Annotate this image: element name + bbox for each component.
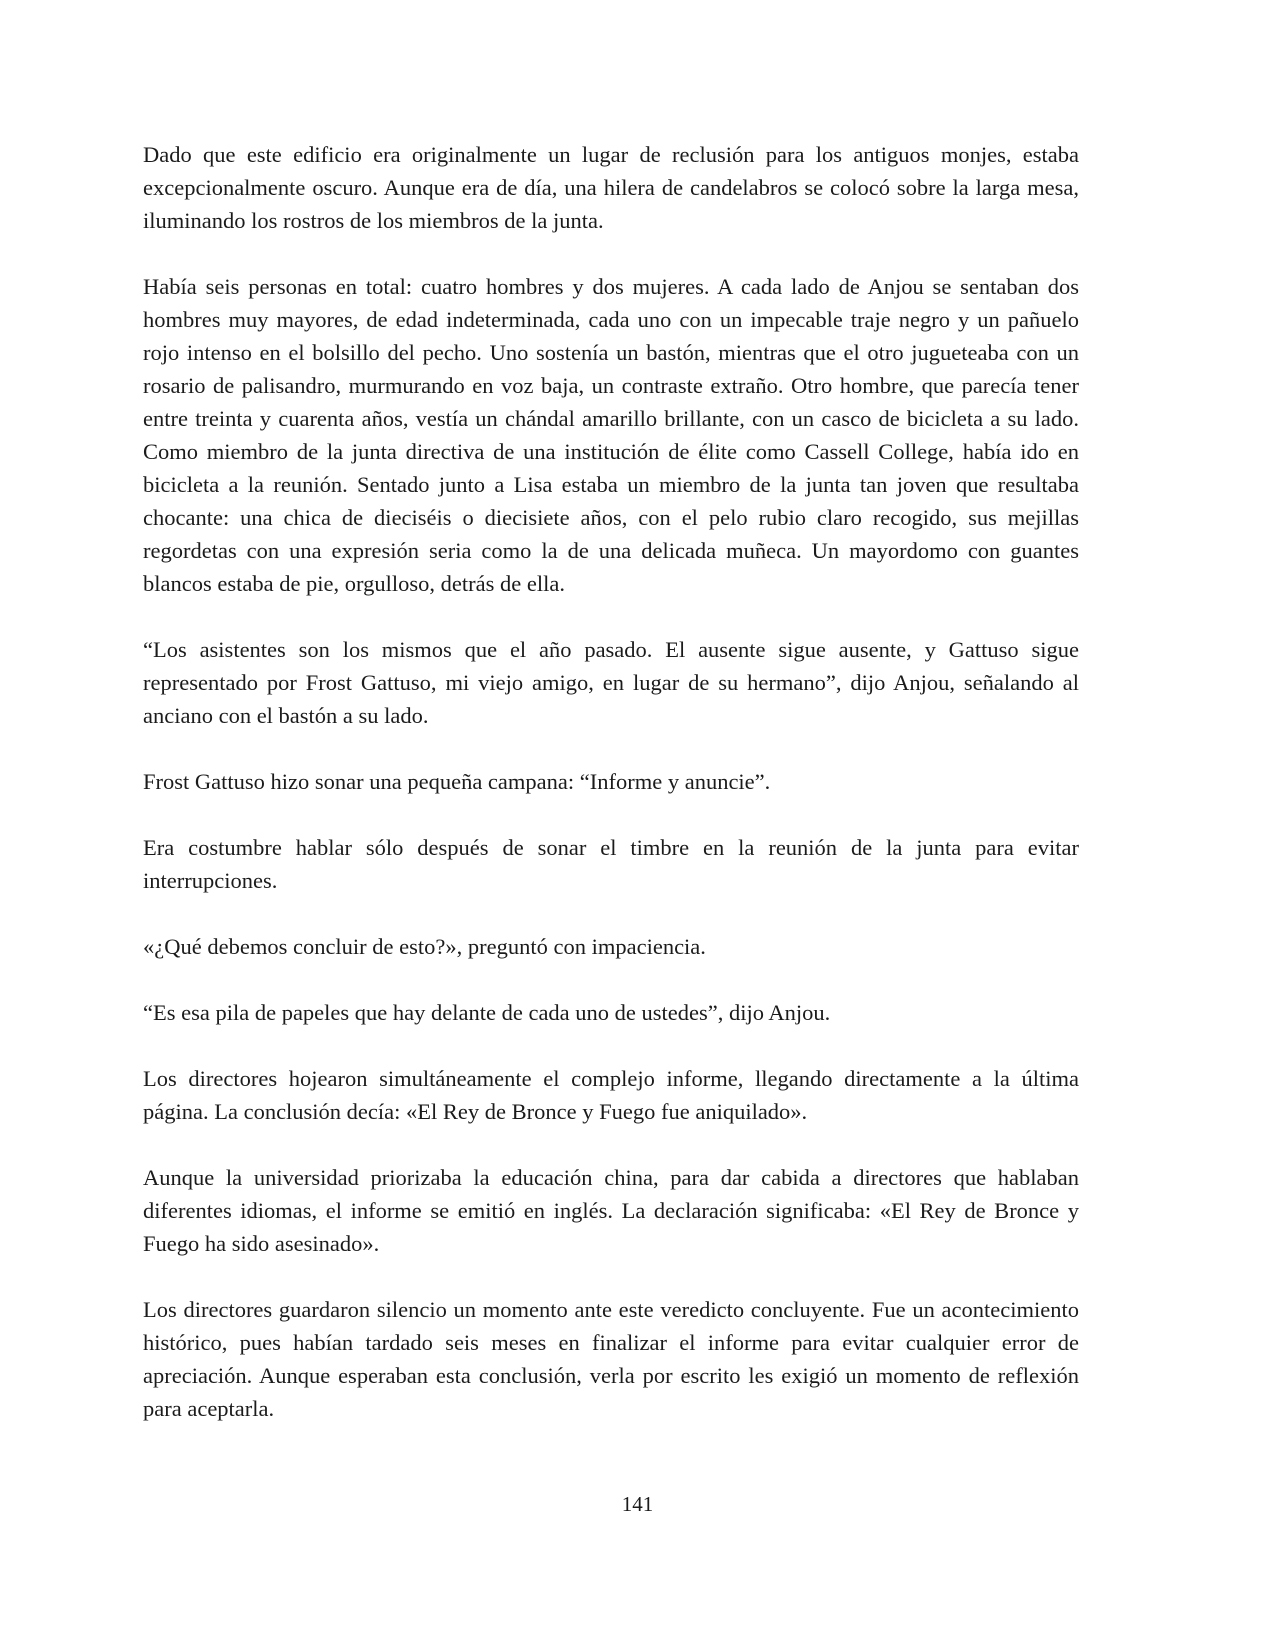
text-block xyxy=(143,138,1079,1458)
paragraph: «¿Qué debemos concluir de esto?», preguntó con impaciencia. xyxy=(143,934,706,959)
paragraph: Los directores guardaron silencio un momento ante este veredicto concluyente. Fue un acontecimiento histórico, pues habían tardado seis meses en finalizar el informe para evitar cualquier error de apreciación. Aunque esperaban esta conclusión, verla por escrito les exigió un momento de reflexión para aceptarla. xyxy=(143,1297,1079,1421)
paragraph: Aunque la universidad priorizaba la educación china, para dar cabida a directores que hablaban diferentes idiomas, el informe se emitió en inglés. La declaración significaba: «El Rey de Bronce y Fuego ha sido asesinado». xyxy=(143,1165,1079,1256)
paragraph: “Los asistentes son los mismos que el año pasado. El ausente sigue ausente, y Gattuso sigue representado por Frost Gattuso, mi viejo amigo, en lugar de su hermano”, dijo Anjou, señalando al anciano con el bastón a su lado. xyxy=(143,637,1079,728)
paragraph: Los directores hojearon simultáneamente el complejo informe, llegando directamente a la última página. La conclusión decía: «El Rey de Bronce y Fuego fue aniquilado». xyxy=(143,1066,1079,1124)
paragraph: Frost Gattuso hizo sonar una pequeña campana: “Informe y anuncie”. xyxy=(143,769,771,794)
paragraph: “Es esa pila de papeles que hay delante de cada uno de ustedes”, dijo Anjou. xyxy=(143,1000,831,1025)
paragraph: Había seis personas en total: cuatro hombres y dos mujeres. A cada lado de Anjou se sentaban dos hombres muy mayores, de edad indeterminada, cada uno con un impecable traje negro y un pañuelo rojo intenso en el bolsillo del pecho. Uno sostenía un bastón, mientras que el otro jugueteaba con un rosario de palisandro, murmurando en voz baja, un contraste extraño. Otro hombre, que parecía tener entre treinta y cuarenta años, vestía un chándal amarillo brillante, con un casco de bicicleta a su lado. Como miembro de la junta directiva de una institución de élite como Cassell College, había ido en bicicleta a la reunión. Sentado junto a Lisa estaba un miembro de la junta tan joven que resultaba chocante: una chica de dieciséis o diecisiete años, con el pelo rubio claro recogido, sus mejillas regordetas con una expresión seria como la de una delicada muñeca. Un mayordomo con guantes blancos estaba de pie, orgulloso, detrás de ella. xyxy=(143,274,1079,596)
page-number: 141 xyxy=(621,1492,654,1516)
paragraph: Era costumbre hablar sólo después de sonar el timbre en la reunión de la junta para evitar interrupciones. xyxy=(143,835,1079,893)
paragraph: Dado que este edificio era originalmente un lugar de reclusión para los antiguos monjes, estaba excepcionalmente oscuro. Aunque era de día, una hilera de candelabros se colocó sobre la larga mesa, iluminando los rostros de los miembros de la junta. xyxy=(143,142,1079,233)
